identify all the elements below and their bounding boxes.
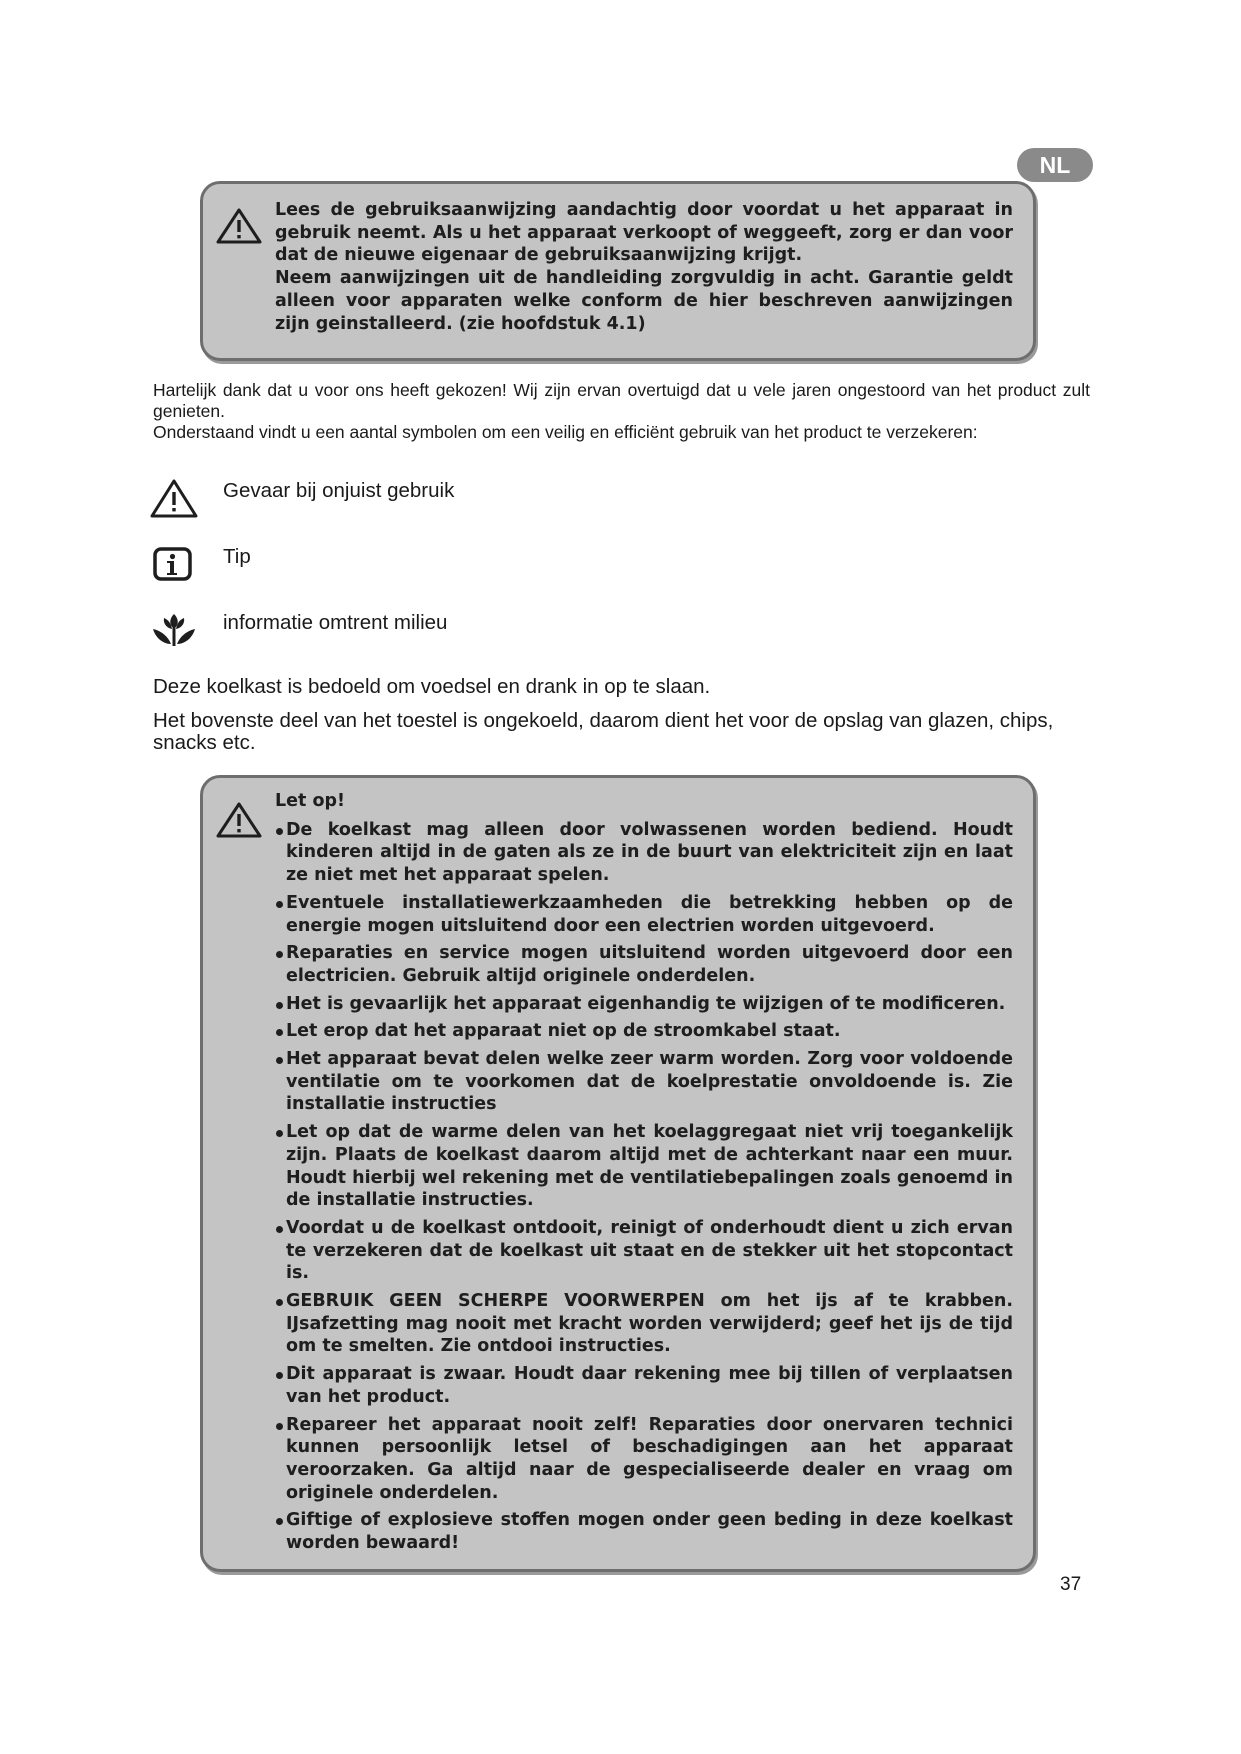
symbol-danger-label: Gevaar bij onjuist gebruik — [223, 479, 455, 502]
safety-bullet: Dit apparaat is zwaar. Houdt daar rekening mee bij tillen of verplaatsen van het product. — [275, 1363, 1013, 1408]
purpose-text: Deze koelkast is bedoeld om voedsel en drank in op te slaan. — [153, 675, 711, 698]
safety-warning-heading: Let op! — [275, 791, 346, 811]
page-number: 37 — [1060, 1574, 1082, 1595]
info-icon — [150, 544, 198, 588]
warning-triangle-icon — [215, 801, 263, 839]
symbol-environment-row — [150, 610, 850, 654]
safety-bullet: Het apparaat bevat delen welke zeer warm worden. Zorg voor voldoende ventilatie om te voorkomen dat de koelprestatie onvoldoende is. Zie installatie instructies — [275, 1048, 1013, 1116]
language-badge: NL — [1017, 148, 1093, 182]
safety-bullet: Voordat u de koelkast ontdooit, reinigt of onderhoudt dient u zich ervan te verzekeren dat de koelkast uit staat en de stekker uit het stopcontact is. — [275, 1217, 1013, 1285]
manual-warning-paragraph-2: Neem aanwijzingen uit de handleiding zorgvuldig in acht. Garantie geldt alleen voor apparaten welke conform de hier beschreven aanwijzingen zijn geinstalleerd. (zie hoofdstuk 4.1) — [275, 268, 1013, 334]
symbol-tip-row — [150, 544, 850, 588]
safety-bullet: De koelkast mag alleen door volwassenen worden bediend. Houdt kinderen altijd in de gaten als ze in de buurt van elektriciteit zijn en laat ze niet met het apparaat spelen. — [275, 819, 1013, 887]
safety-bullet: Eventuele installatiewerkzaamheden die betrekking hebben op de energie mogen uitsluitend door een electrien worden uitgevoerd. — [275, 892, 1013, 937]
warning-triangle-icon — [215, 207, 263, 245]
safety-bullet: Let op dat de warme delen van het koelaggregaat niet vrij toegankelijk zijn. Plaats de koelkast daarom altijd met de achterkant naar een muur. Houdt hierbij wel rekening met de ventilatiebepalingen zoals genoemd in de installatie instructies. — [275, 1121, 1013, 1212]
intro-text — [153, 380, 1090, 443]
intro-thanks: Hartelijk dank dat u voor ons heeft gekozen! Wij zijn ervan overtuigd dat u vele jaren ongestoord van het product zult genieten. — [153, 380, 1090, 421]
safety-warning-box — [200, 775, 1036, 1572]
safety-bullet: Giftige of explosieve stoffen mogen onder geen beding in deze koelkast worden bewaard! — [275, 1509, 1013, 1554]
warning-triangle-icon — [150, 478, 198, 522]
environment-flower-icon — [150, 610, 198, 654]
manual-warning-box — [200, 181, 1036, 361]
safety-bullet: GEBRUIK GEEN SCHERPE VOORWERPEN om het ijs af te krabben. IJsafzetting mag nooit met kracht worden verwijderd; geef het ijs de tijd om te smelten. Zie ontdooi instructies. — [275, 1290, 1013, 1358]
symbol-danger-row — [150, 478, 850, 522]
safety-bullet: Let erop dat het apparaat niet op de stroomkabel staat. — [275, 1020, 1013, 1043]
safety-warning-text — [275, 790, 1013, 1560]
safety-bullet: Het is gevaarlijk het apparaat eigenhandig te wijzigen of te modificeren. — [275, 993, 1013, 1016]
safety-bullet: Reparaties en service mogen uitsluitend worden uitgevoerd door een electricien. Gebruik altijd originele onderdelen. — [275, 942, 1013, 987]
safety-bullet: Repareer het apparaat nooit zelf! Reparaties door onervaren technici kunnen persoonlijk letsel of beschadigingen aan het apparaat veroorzaken. Ga altijd naar de gespecialiseerde dealer en vraag om originele onderdelen. — [275, 1414, 1013, 1505]
intro-symbols: Onderstaand vindt u een aantal symbolen om een veilig en efficiënt gebruik van het product te verzekeren: — [153, 422, 978, 442]
manual-warning-text — [275, 199, 1013, 335]
symbol-environment-label: informatie omtrent milieu — [223, 611, 448, 634]
upper-part-text: Het bovenste deel van het toestel is ongekoeld, daarom dient het voor de opslag van glazen, chips, snacks etc. — [153, 709, 1054, 754]
manual-warning-paragraph-1: Lees de gebruiksaanwijzing aandachtig door voordat u het apparaat in gebruik neemt. Als u het apparaat verkoopt of weggeeft, zorg er dan voor dat de nieuwe eigenaar de gebruiksaanwijzing krijgt. — [275, 200, 1013, 266]
symbol-tip-label: Tip — [223, 545, 251, 568]
safety-bullet-list — [275, 819, 1013, 1555]
